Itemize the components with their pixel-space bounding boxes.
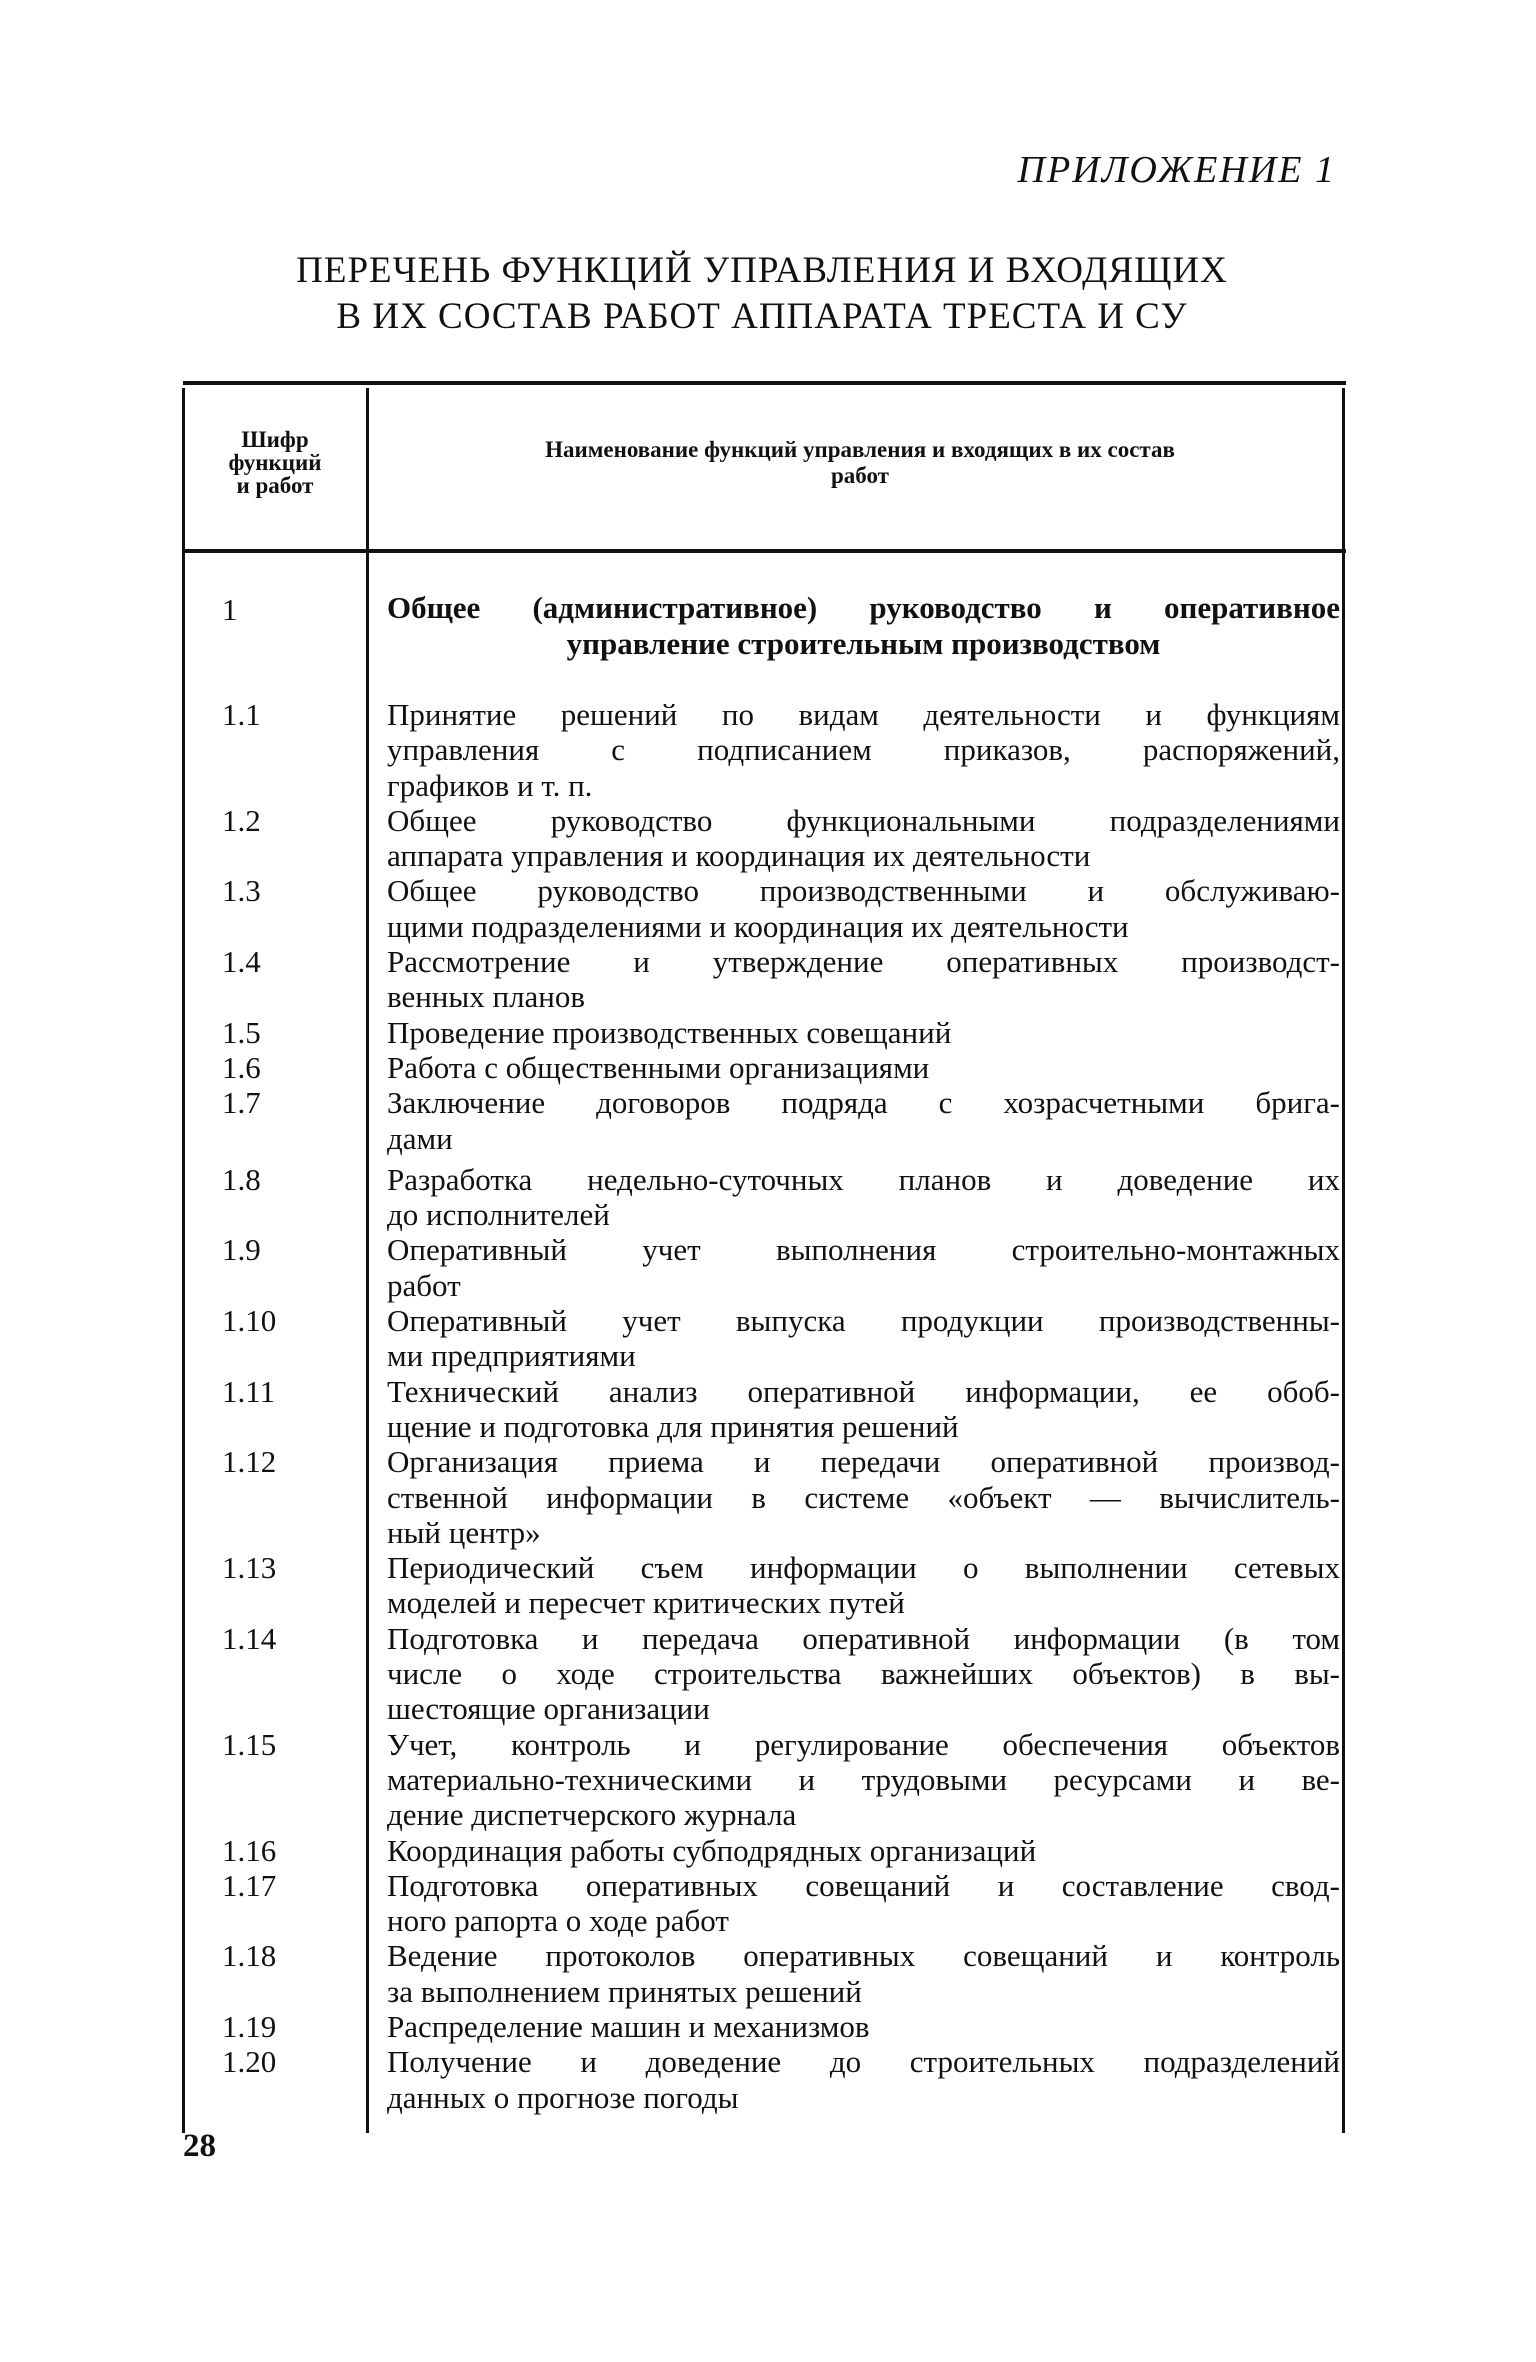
page-title-line-1: ПЕРЕЧЕНЬ ФУНКЦИЙ УПРАВЛЕНИЯ И ВХОДЯЩИХ [296,250,1228,291]
table-row [0,2009,1536,2044]
section-heading [387,590,1340,662]
row-description-line: управления с подписанием приказов, распоряжений, [387,732,1340,768]
row-description [387,2044,1340,2115]
row-description-line: Периодический съем информации о выполнении сетевых [387,1550,1340,1586]
row-description-line: Разработка недельно-суточных планов и доведение их [387,1161,1340,1197]
row-code: 1.7 [222,1085,261,1121]
row-description-line: Технический анализ оперативной информации, ее обоб- [387,1373,1340,1409]
table-row [0,1374,1536,1445]
row-description-line: ный центр» [387,1514,541,1550]
row-code: 1.5 [222,1014,261,1050]
row-description-line: щение и подготовка для принятия решений [387,1408,959,1444]
row-description-line: Заключение договоров подряда с хозрасчетными брига- [387,1085,1340,1121]
row-description [387,2009,1340,2044]
table-row [0,1162,1536,1233]
row-description-line: Принятие решений по видам деятельности и функциям [387,697,1340,732]
row-description-line: Учет, контроль и регулирование обеспечения объектов [387,1726,1340,1762]
row-description [387,803,1340,874]
row-description-line: шестоящие организации [387,1691,710,1727]
row-description [387,873,1340,944]
row-description-line: аппарата управления и координация их деятельности [387,838,1091,874]
table-row [0,1938,1536,2009]
row-description-line: венных планов [387,979,586,1015]
table-header-rule [183,549,1346,553]
section-heading-line: Общее (административное) руководство и оперативное [387,590,1340,625]
table-row [0,1303,1536,1374]
row-description-line: работ [387,1267,461,1303]
row-code: 1.8 [222,1161,261,1197]
row-description-line: данных о прогнозе погоды [387,2079,739,2115]
table-row [0,1444,1536,1550]
table-row [0,803,1536,874]
row-description-line: Подготовка и передача оперативной информации (в том [387,1620,1340,1656]
row-code: 1.4 [222,944,261,980]
header-code-line: Шифр [241,427,309,452]
table-row [0,1232,1536,1303]
row-description-line: ственной информации в системе «объект — вычислитель- [387,1479,1340,1515]
row-description-line: за выполнением принятых решений [387,1973,862,2009]
row-code: 1.20 [222,2044,277,2080]
header-code-line: и работ [236,473,314,498]
row-description-line: моделей и пересчет критических путей [387,1585,905,1621]
section-code: 1 [222,592,238,627]
row-description-line: Общее руководство функциональными подразделениями [387,802,1340,838]
row-description-line: Работа с общественными организациями [387,1049,930,1085]
row-description-line: Общее руководство производственными и обслуживаю- [387,873,1340,909]
row-code: 1.19 [222,2008,277,2044]
row-description-line: ми предприятиями [387,1338,636,1374]
page-title-line-2: В ИХ СОСТАВ РАБОТ АППАРАТА ТРЕСТА И СУ [336,296,1188,337]
header-name-column [400,437,1320,489]
row-description-line: дами [387,1120,453,1156]
header-code-line: функций [228,450,322,475]
table-row [0,1015,1536,1050]
table-row [0,1868,1536,1939]
section-heading-line: управление строительным производством [566,626,1161,661]
row-description [387,1162,1340,1233]
header-name-line: работ [831,463,889,488]
table-row [0,873,1536,944]
row-description-line: Координация работы субподрядных организаций [387,1832,1037,1868]
appendix-label: ПРИЛОЖЕНИЕ 1 [1017,149,1336,191]
row-description [387,1833,1340,1868]
row-code: 1.13 [222,1550,277,1586]
row-description [387,1050,1340,1085]
row-description-line: Ведение протоколов оперативных совещаний и контроль [387,1938,1340,1974]
row-description [387,1621,1340,1727]
row-code: 1.1 [222,697,261,732]
row-description [387,1085,1340,1156]
table-row [0,1621,1536,1727]
table-row [0,1833,1536,1868]
row-code: 1.6 [222,1049,261,1085]
table-row [0,2044,1536,2115]
row-description-line: дение диспетчерского журнала [387,1797,797,1833]
row-description [387,1550,1340,1621]
row-description [387,944,1340,1015]
row-description [387,1303,1340,1374]
row-description-line: Распределение машин и механизмов [387,2008,870,2044]
row-code: 1.11 [222,1373,276,1409]
row-description [387,1727,1340,1833]
row-description [387,1868,1340,1939]
table-top-rule [183,381,1346,385]
header-name-line: Наименование функций управления и входящих в их состав [545,437,1175,462]
row-description-line: Рассмотрение и утверждение оперативных производст- [387,944,1340,980]
row-description [387,1374,1340,1445]
row-description [387,697,1340,803]
row-code: 1.10 [222,1303,277,1339]
row-code: 1.17 [222,1867,277,1903]
table-row [0,1727,1536,1833]
row-description-line: Организация приема и передачи оперативной производ- [387,1444,1340,1480]
table-row [0,1085,1536,1156]
row-code: 1.18 [222,1938,277,1974]
row-code: 1.12 [222,1444,277,1480]
table-row [0,1550,1536,1621]
row-description-line: Проведение производственных совещаний [387,1014,952,1050]
row-code: 1.14 [222,1620,277,1656]
page-number: 28 [183,2128,216,2164]
row-code: 1.15 [222,1726,277,1762]
row-code: 1.2 [222,802,261,838]
row-description-line: Подготовка оперативных совещаний и составление свод- [387,1867,1340,1903]
table-row [0,1050,1536,1085]
row-description-line: Получение и доведение до строительных подразделений [387,2044,1340,2080]
row-description-line: до исполнителей [387,1197,610,1233]
row-description [387,1015,1340,1050]
row-description-line: Оперативный учет выпуска продукции производственны- [387,1303,1340,1339]
row-description-line: материально-техническими и трудовыми ресурсами и ве- [387,1761,1340,1797]
table-row [0,697,1536,803]
table-body [0,697,1536,2115]
row-description-line: графиков и т. п. [387,767,593,803]
row-description-line: Оперативный учет выполнения строительно-монтажных [387,1232,1340,1268]
row-code: 1.9 [222,1232,261,1268]
row-code: 1.3 [222,873,261,909]
row-description [387,1232,1340,1303]
table-row [0,944,1536,1015]
row-description [387,1444,1340,1550]
row-description-line: щими подразделениями и координация их деятельности [387,908,1129,944]
header-code-column [190,428,360,497]
row-code: 1.16 [222,1832,277,1868]
row-description [387,1938,1340,2009]
row-description-line: ного рапорта о ходе работ [387,1903,729,1939]
row-description-line: числе о ходе строительства важнейших объектов) в вы- [387,1656,1340,1692]
